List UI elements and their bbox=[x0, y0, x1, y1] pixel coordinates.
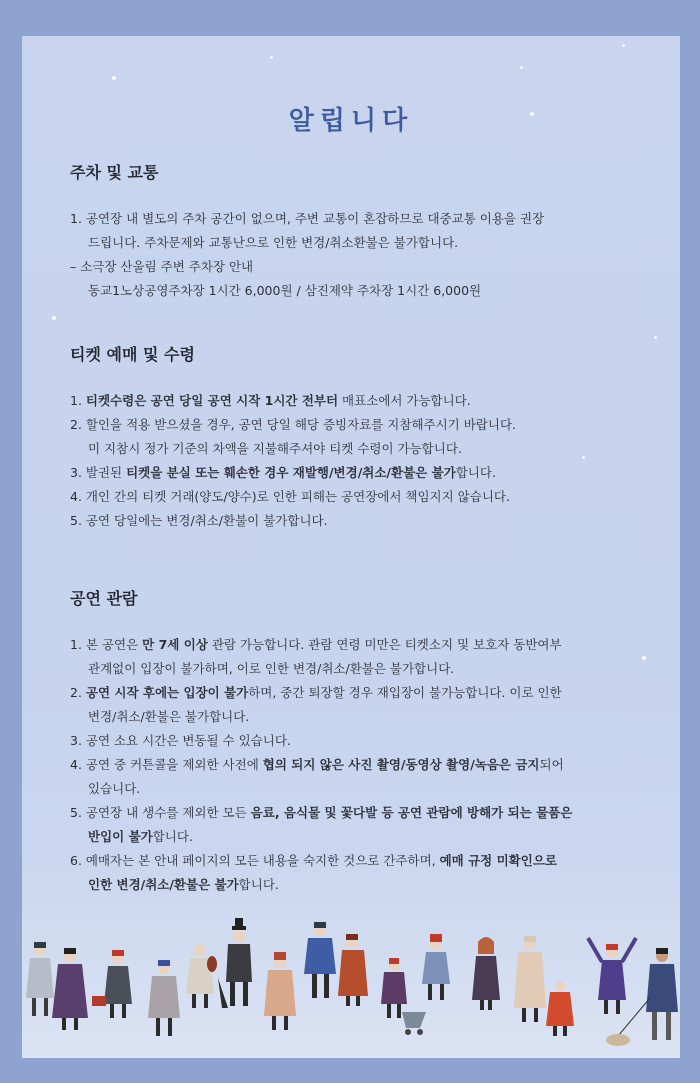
person-figure bbox=[338, 934, 368, 1006]
text-run: 4. 공연 중 커튼콜을 제외한 사전에 bbox=[70, 757, 263, 772]
person-figure bbox=[588, 938, 636, 1014]
text-run: 5. 공연 당일에는 변경/취소/환불이 불가합니다. bbox=[70, 513, 328, 528]
bold-text: 티켓수령은 공연 당일 공연 시작 1시간 전부터 bbox=[85, 393, 339, 408]
person-figure bbox=[264, 952, 296, 1030]
section-items bbox=[70, 207, 660, 303]
person-figure bbox=[218, 918, 252, 1008]
notice-item bbox=[70, 633, 660, 681]
snow-dot bbox=[520, 66, 523, 69]
person-figure bbox=[381, 958, 407, 1018]
person-figure bbox=[52, 948, 88, 1030]
text-run: – 소극장 산울림 주변 주차장 안내 bbox=[70, 259, 254, 274]
text-run: 2. 할인을 적용 받으셨을 경우, 공연 당일 해당 증빙자료를 지참해주시기 바랍니다. bbox=[70, 417, 517, 432]
bold-text: 티켓을 분실 또는 훼손한 경우 재발행/변경/취소/환불은 불가 bbox=[126, 465, 456, 480]
snow-dot bbox=[654, 336, 657, 339]
text-run: 하며, 중간 퇴장할 경우 재입장이 불가능합니다. 이로 인한 bbox=[248, 685, 562, 700]
bold-text: 인한 변경/취소/환불은 불가 bbox=[88, 877, 239, 892]
notice-item bbox=[70, 485, 660, 509]
notice-item-continuation bbox=[88, 825, 660, 849]
section-ticket bbox=[70, 342, 660, 533]
snow-dot bbox=[52, 316, 56, 320]
text-run: 3. 공연 소요 시간은 변동될 수 있습니다. bbox=[70, 733, 291, 748]
text-run: 2. bbox=[70, 685, 86, 700]
section-heading: 티켓 예매 및 수령 bbox=[70, 345, 195, 364]
section-items bbox=[70, 389, 660, 533]
text-run: 변경/취소/환불은 불가합니다. bbox=[88, 709, 250, 724]
notice-item bbox=[70, 255, 660, 303]
notice-item bbox=[70, 729, 660, 753]
person-figure bbox=[546, 981, 574, 1036]
bold-text: 음료, 음식물 및 꽃다발 등 공연 관람에 방해가 되는 물품은 bbox=[250, 805, 573, 820]
notice-item bbox=[70, 849, 660, 897]
bold-text: 공연 시작 후에는 입장이 불가 bbox=[85, 685, 249, 700]
page-title: 알립니다 bbox=[288, 106, 414, 136]
text-run: 3. 발권된 bbox=[70, 465, 127, 480]
notice-item-continuation bbox=[88, 777, 660, 801]
bold-text: 협의 되지 않은 사진 촬영/동영상 촬영/녹음은 금지 bbox=[262, 757, 540, 772]
bold-text: 예매 규정 미확인으로 bbox=[439, 853, 557, 868]
person-figure bbox=[422, 934, 450, 1000]
snow-dot bbox=[270, 56, 273, 59]
bold-text: 반입이 불가 bbox=[88, 829, 153, 844]
notice-item bbox=[70, 389, 660, 413]
text-run: 합니다. bbox=[238, 877, 279, 892]
text-run: 미 지참시 정가 기준의 차액을 지불해주셔야 티켓 수령이 가능합니다. bbox=[88, 441, 462, 456]
text-run: 매표소에서 가능합니다. bbox=[338, 393, 471, 408]
notice-item bbox=[70, 509, 660, 533]
person-figure bbox=[26, 942, 54, 1016]
notice-item bbox=[70, 681, 660, 729]
text-run: 관람 가능합니다. 관람 연령 미만은 티켓소지 및 보호자 동반여부 bbox=[207, 637, 562, 652]
person-figure bbox=[148, 960, 180, 1036]
snow-dot bbox=[622, 44, 625, 47]
text-run: 합니다. bbox=[455, 465, 496, 480]
section-items bbox=[70, 633, 660, 897]
text-run: 5. 공연장 내 생수를 제외한 모든 bbox=[70, 805, 251, 820]
notice-item-continuation bbox=[88, 657, 660, 681]
text-run: 관계없이 입장이 불가하며, 이로 인한 변경/취소/환불은 불가합니다. bbox=[88, 661, 455, 676]
notice-item-continuation bbox=[88, 437, 660, 461]
notice-item bbox=[70, 753, 660, 801]
notice-item bbox=[70, 207, 660, 255]
notice-item bbox=[70, 801, 660, 849]
text-run: 동교1노상공영주차장 1시간 6,000원 / 삼진제약 주차장 1시간 6,000원 bbox=[88, 283, 482, 298]
text-run: 6. 예매자는 본 안내 페이지의 모든 내용을 숙지한 것으로 간주하며, bbox=[70, 853, 440, 868]
notice-item-continuation bbox=[88, 279, 660, 303]
notice-item-continuation bbox=[88, 705, 660, 729]
text-run: 1. 본 공연은 bbox=[70, 637, 143, 652]
person-figure bbox=[514, 936, 546, 1022]
text-run: 1. bbox=[70, 393, 86, 408]
notice-item-continuation bbox=[88, 231, 660, 255]
person-figure bbox=[92, 950, 132, 1018]
section-heading: 공연 관람 bbox=[70, 589, 138, 608]
bold-text: 만 7세 이상 bbox=[142, 637, 208, 652]
text-run: 드립니다. 주차문제와 교통난으로 인한 변경/취소환불은 불가합니다. bbox=[88, 235, 459, 250]
notice-item bbox=[70, 461, 660, 485]
person-figure bbox=[472, 937, 500, 1010]
section-parking bbox=[70, 160, 660, 303]
text-run: 4. 개인 간의 티켓 거래(양도/양수)로 인한 피해는 공연장에서 책임지지 않습니다. bbox=[70, 489, 510, 504]
text-run: 있습니다. bbox=[88, 781, 141, 796]
notice-item-continuation bbox=[88, 873, 660, 897]
notice-poster bbox=[22, 36, 680, 1058]
text-run: 1. 공연장 내 별도의 주차 공간이 없으며, 주변 교통이 혼잡하므로 대중교통 이용을 권장 bbox=[70, 211, 545, 226]
person-figure bbox=[304, 922, 336, 998]
section-heading: 주차 및 교통 bbox=[70, 163, 159, 182]
notice-item bbox=[70, 413, 660, 461]
crowd-illustration bbox=[22, 908, 680, 1058]
snow-dot bbox=[112, 76, 116, 80]
person-figure bbox=[186, 944, 217, 1008]
text-run: 합니다. bbox=[152, 829, 193, 844]
section-viewing bbox=[70, 586, 660, 897]
stroller-figure bbox=[402, 1012, 426, 1035]
text-run: 되어 bbox=[539, 757, 564, 772]
